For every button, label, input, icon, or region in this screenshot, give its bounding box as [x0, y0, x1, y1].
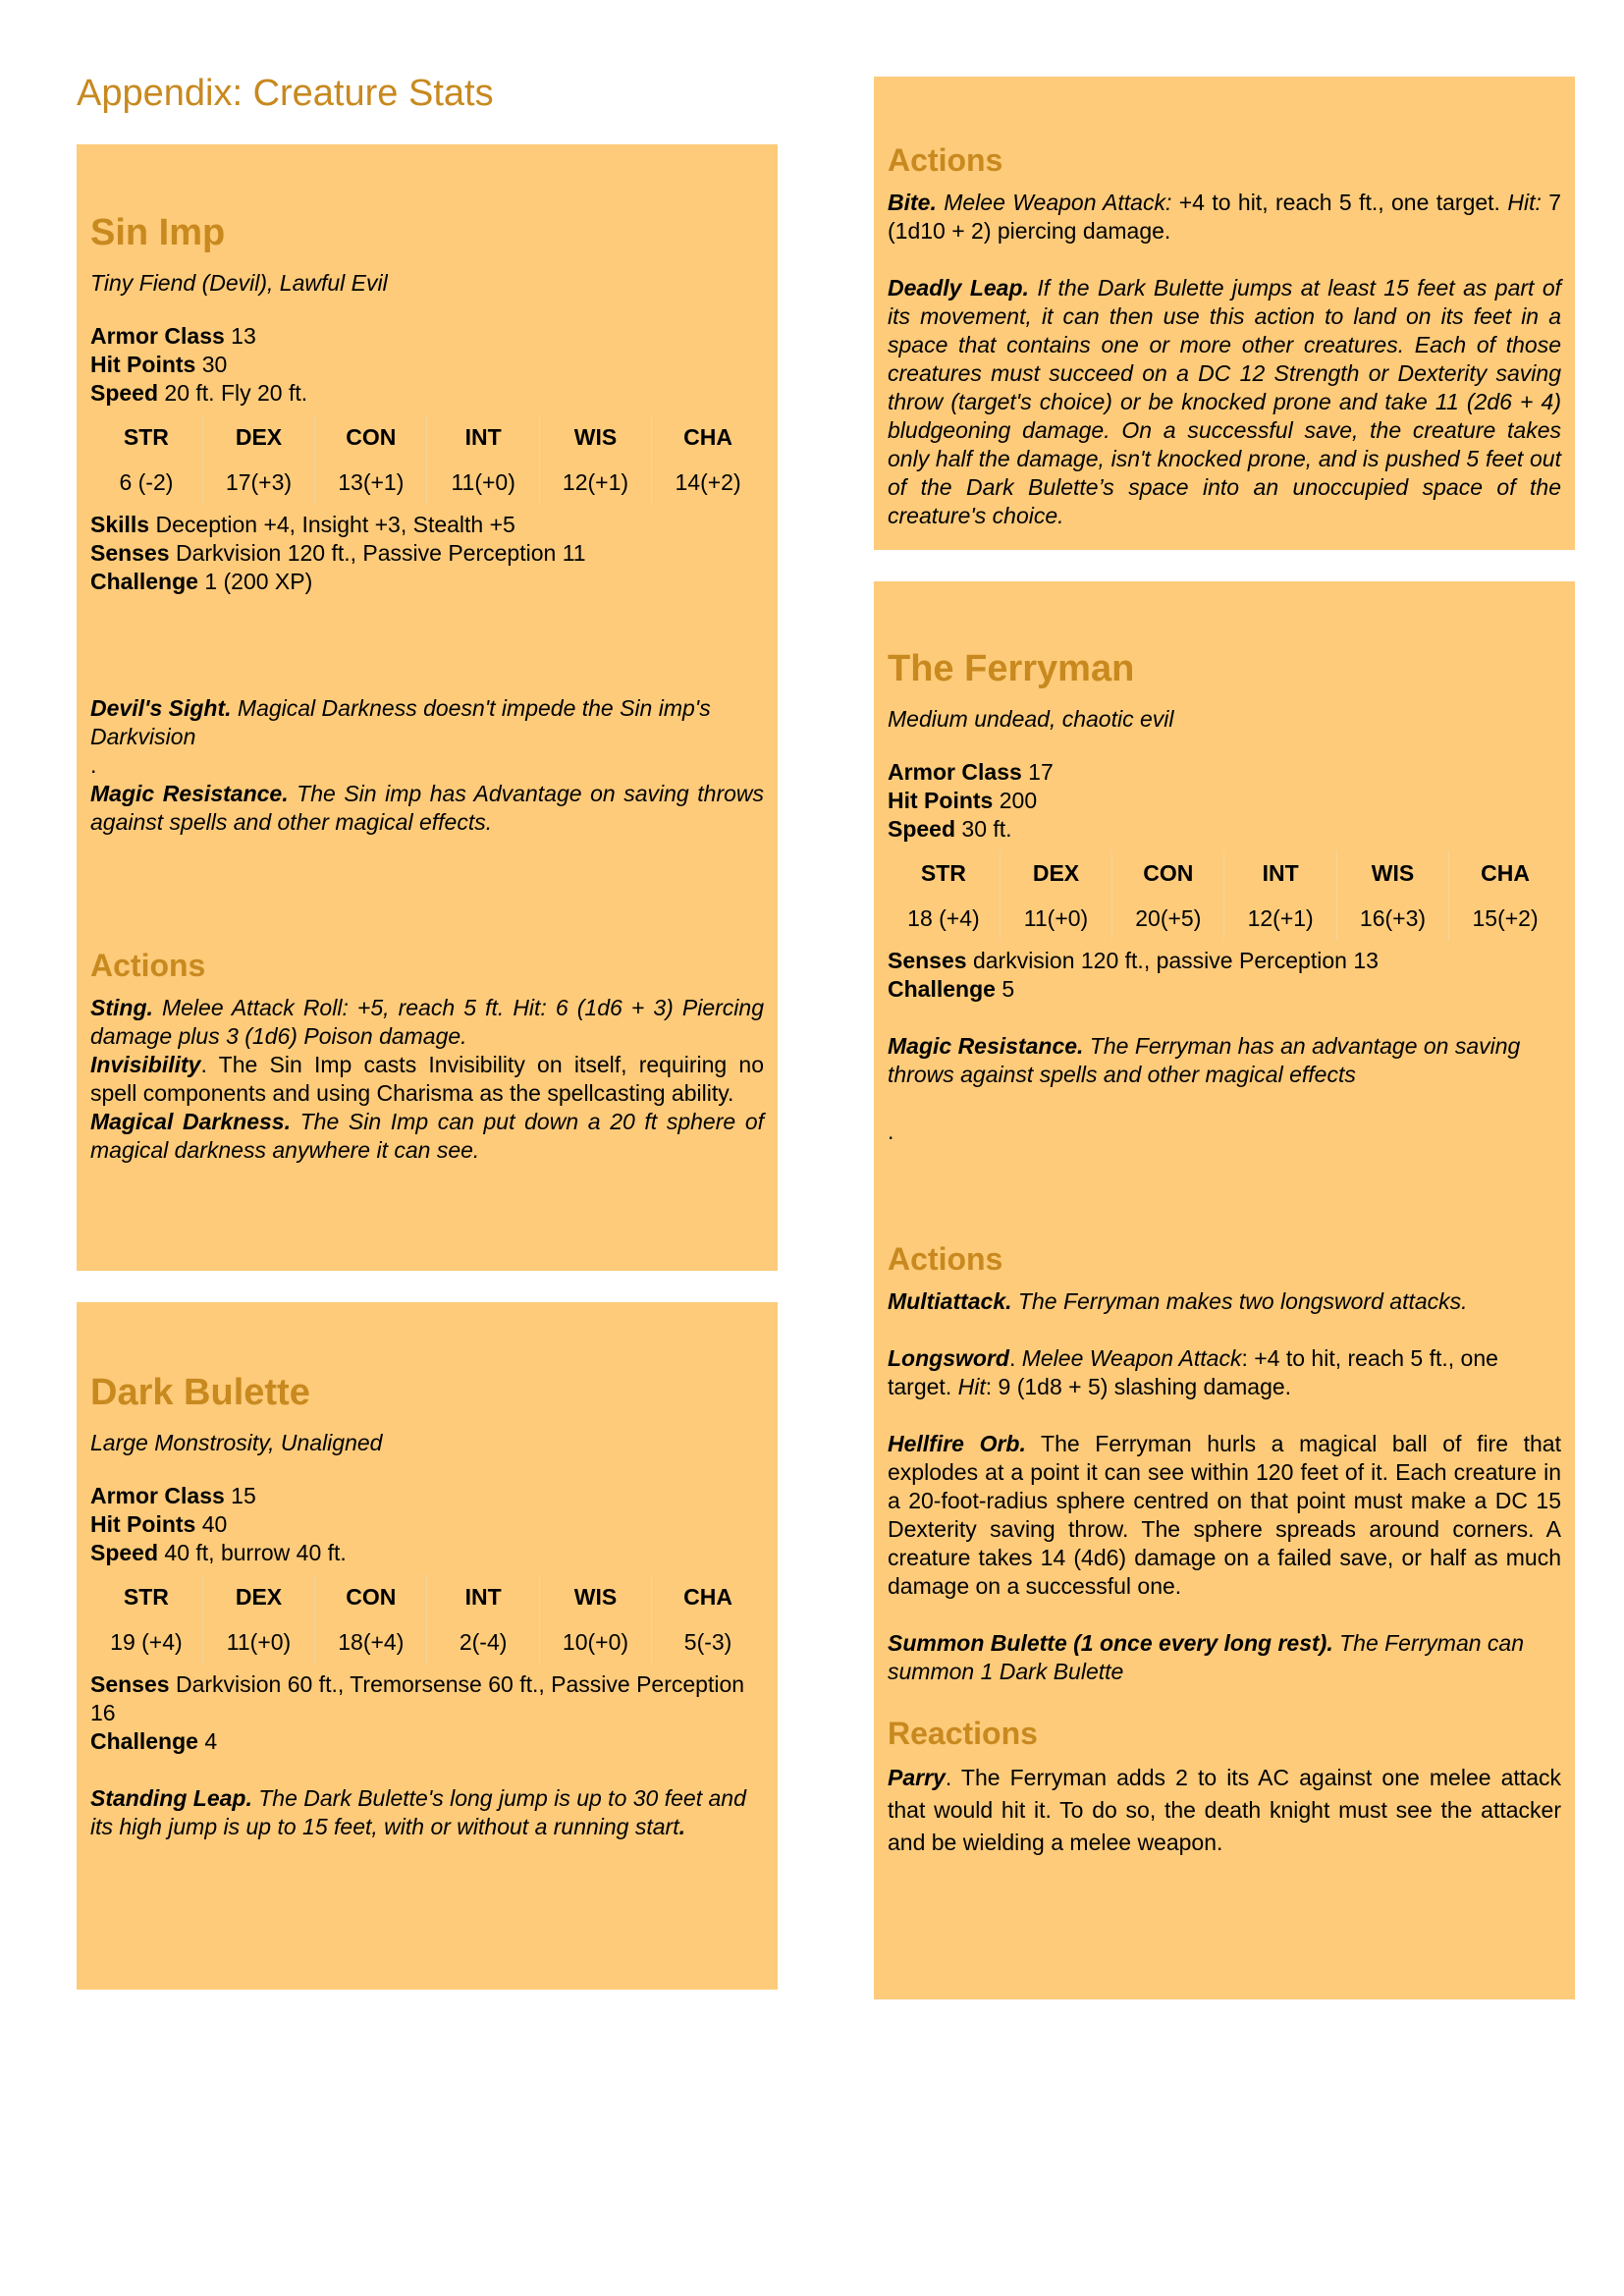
challenge-label: Challenge [888, 976, 996, 1002]
speed-value: 40 ft, burrow 40 ft. [164, 1540, 347, 1565]
action-text: Melee Attack Roll: +5, reach 5 ft. Hit: 6 (1d6 + 3) Piercing damage plus 3 (1d6) Poison damage. [90, 995, 764, 1049]
stat-header: STR [123, 1583, 169, 1610]
stat-value: 5(-3) [652, 1619, 764, 1665]
trait-text: The Sin imp has Advantage on saving throws against spells and other magical effects. [90, 781, 765, 835]
challenge-value: 5 [1001, 976, 1015, 1002]
speed-label: Speed [888, 816, 956, 842]
action-name: Summon Bulette (1 once every long rest). [888, 1630, 1333, 1656]
action-text: . The Sin Imp casts Invisibility on itself, requiring no spell components and using Charisma as the spellcasting ability. [90, 1052, 764, 1106]
stat-value: 13(+1) [315, 460, 427, 505]
action-name: Hellfire Orb. [888, 1431, 1026, 1456]
trait-magic-resistance [90, 780, 764, 837]
speed-label: Speed [90, 380, 159, 406]
ability-score-table [90, 414, 764, 505]
actions-heading: Actions [888, 1241, 1003, 1277]
trait-name: Standing Leap. [90, 1785, 252, 1811]
trait-standing-leap [90, 1784, 764, 1841]
skills-line [90, 511, 764, 539]
action-name: Sting. [90, 995, 153, 1020]
stat-header: INT [1224, 850, 1336, 896]
challenge-label: Challenge [90, 1728, 198, 1754]
creature-type: Tiny Fiend (Devil), Lawful Evil [90, 270, 388, 296]
challenge-label: Challenge [90, 569, 198, 594]
stat-header: CON [315, 414, 427, 460]
creature-name: Sin Imp [90, 212, 226, 253]
sin-imp-statblock [77, 144, 778, 1271]
hit-points-label: Hit Points [90, 1511, 196, 1537]
creature-type: Medium undead, chaotic evil [888, 706, 1174, 732]
attack-label: Melee Weapon Attack [1021, 1345, 1242, 1371]
trait-text: The Ferryman has an advantage on saving throws against spells and other magical effects [888, 1033, 1521, 1087]
stat-header: INT [427, 414, 539, 460]
hit-points-label: Hit Points [888, 788, 994, 813]
armor-class-label: Armor Class [90, 1483, 225, 1508]
stat-header: DEX [1000, 850, 1111, 896]
senses-value: Darkvision 60 ft., Tremorsense 60 ft., Passive Perception 16 [90, 1671, 745, 1725]
page-title: Appendix: Creature Stats [77, 73, 494, 114]
challenge-value: 1 (200 XP) [204, 569, 313, 594]
action-summon-bulette [888, 1629, 1561, 1686]
stat-value: 14(+2) [652, 460, 764, 505]
trait-name: Magic Resistance. [90, 781, 289, 806]
action-deadly-leap [888, 274, 1561, 530]
speed-value: 20 ft. Fly 20 ft. [164, 380, 308, 406]
armor-class-label: Armor Class [888, 759, 1022, 785]
stat-value: 19 (+4) [110, 1628, 183, 1655]
hit-points-line [90, 351, 764, 379]
stat-header: WIS [1336, 850, 1448, 896]
reactions-heading: Reactions [888, 1716, 1038, 1751]
attack-label: Melee Weapon Attack: [944, 190, 1172, 215]
trait-name: Devil's Sight. [90, 695, 232, 721]
dark-bulette-statblock [77, 1302, 778, 1990]
action-text: The Sin Imp can put down a 20 ft sphere of magical darkness anywhere it can see. [90, 1109, 764, 1163]
creature-name: Dark Bulette [90, 1372, 310, 1413]
hit-points-value: 200 [999, 788, 1038, 813]
senses-line [90, 1670, 764, 1727]
trait-after: . [90, 752, 97, 778]
action-text: The Ferryman makes two longsword attacks. [1017, 1288, 1468, 1314]
armor-class-line [90, 322, 764, 351]
stat-value: 6 (-2) [119, 468, 174, 495]
challenge-line [90, 568, 764, 596]
reaction-name: Parry [888, 1765, 946, 1790]
skills-value: Deception +4, Insight +3, Stealth +5 [155, 512, 515, 537]
stat-value: 11(+0) [202, 1619, 314, 1665]
stat-header: DEX [202, 1574, 314, 1619]
stat-value: 12(+1) [539, 460, 651, 505]
speed-line [90, 379, 764, 408]
trait-text: The Dark Bulette's long jump is up to 30 feet and its high jump is up to 15 feet, with or without a running start [90, 1785, 746, 1839]
ability-score-table [90, 1574, 764, 1665]
creature-type: Large Monstrosity, Unaligned [90, 1430, 383, 1455]
creature-name: The Ferryman [888, 648, 1135, 689]
stat-header: CHA [652, 414, 764, 460]
speed-line [888, 815, 1561, 844]
action-name: Deadly Leap. [888, 275, 1029, 301]
action-name: Longsword [888, 1345, 1009, 1371]
senses-line [888, 947, 1561, 975]
hit-points-value: 30 [201, 352, 228, 377]
trait-devils-sight [90, 694, 764, 751]
attack-text: : +4 to hit, reach 5 ft., one target. [888, 1345, 1498, 1399]
action-name: Magical Darkness. [90, 1109, 291, 1134]
stat-header: CON [1112, 850, 1224, 896]
stat-value: 10(+0) [539, 1619, 651, 1665]
action-longsword: Longsword. Melee Weapon Attack: +4 to hit, reach 5 ft., one target. Hit: 9 (1d8 + 5) slashing damage. [888, 1345, 1498, 1399]
stat-header: CON [315, 1574, 427, 1619]
stat-value: 15(+2) [1449, 896, 1561, 941]
challenge-line [888, 975, 1561, 1004]
stat-value: 18(+4) [315, 1619, 427, 1665]
attack-text: +4 to hit, reach 5 ft., one target. [1178, 190, 1500, 215]
stat-header: INT [427, 1574, 539, 1619]
stat-header: WIS [539, 1574, 651, 1619]
stat-value: 20(+5) [1112, 896, 1224, 941]
stat-value: 12(+1) [1224, 896, 1336, 941]
armor-class-value: 17 [1028, 759, 1054, 785]
action-invisibility [90, 1051, 764, 1108]
action-magical-darkness [90, 1108, 764, 1165]
reaction-parry [888, 1762, 1561, 1859]
stat-header: DEX [202, 414, 314, 460]
hit-label: Hit: [1507, 190, 1542, 215]
action-text: The Ferryman hurls a magical ball of fire that explodes at a point it can see within 120 feet of it. Each creature in a 20-foot-radius sphere centred on that point must make a DC 15 Dexterity saving throw. The sphere spreads around corners. A creature takes 14 (4d6) damage on a failed save, or half as much damage on a successful one. [888, 1431, 1561, 1599]
stat-value: 11(+0) [427, 460, 539, 505]
action-name: Bite. [888, 190, 937, 215]
ability-score-table [888, 850, 1561, 941]
trait-magic-resistance [888, 1032, 1561, 1089]
speed-value: 30 ft. [961, 816, 1012, 842]
stat-value: 17(+3) [202, 460, 314, 505]
actions-heading: Actions [90, 948, 206, 983]
challenge-line [90, 1727, 764, 1756]
hit-points-label: Hit Points [90, 352, 196, 377]
skills-label: Skills [90, 512, 150, 537]
hit-text: 7 (1d10 + 2) piercing damage. [888, 190, 1562, 244]
stat-header: CHA [652, 1574, 764, 1619]
action-multiattack [888, 1287, 1561, 1316]
senses-label: Senses [90, 1671, 170, 1697]
senses-value: Darkvision 120 ft., Passive Perception 11 [175, 540, 586, 566]
ferryman-statblock [874, 581, 1575, 1999]
action-hellfire-orb [888, 1430, 1561, 1601]
trait-name: Magic Resistance. [888, 1033, 1084, 1059]
trait-after: . [888, 1119, 894, 1144]
hit-text: : 9 (1d8 + 5) slashing damage. [985, 1374, 1292, 1399]
senses-line [90, 539, 764, 568]
stat-header: WIS [539, 414, 651, 460]
action-bite [888, 189, 1561, 246]
trait-text: Magical Darkness doesn't impede the Sin imp's Darkvision [90, 695, 711, 749]
stat-value: 18 (+4) [907, 904, 980, 931]
dark-bulette-actions-block [874, 77, 1575, 550]
trait-after: . [678, 1814, 685, 1839]
senses-value: darkvision 120 ft., passive Perception 13 [972, 948, 1379, 973]
hit-points-line [90, 1510, 764, 1539]
actions-heading: Actions [888, 142, 1003, 178]
armor-class-line [90, 1482, 764, 1510]
senses-label: Senses [90, 540, 170, 566]
action-name: Invisibility [90, 1052, 201, 1077]
armor-class-line [888, 758, 1561, 787]
hit-points-value: 40 [201, 1511, 228, 1537]
action-name: Multiattack. [888, 1288, 1012, 1314]
hit-points-line [888, 787, 1561, 815]
reaction-text: . The Ferryman adds 2 to its AC against one melee attack that would hit it. To do so, the death knight must see the attacker and be wielding a melee weapon. [888, 1765, 1561, 1855]
action-sting [90, 994, 764, 1051]
hit-label: Hit [957, 1374, 986, 1399]
stat-header: STR [920, 859, 966, 886]
stat-header: CHA [1449, 850, 1561, 896]
stat-value: 16(+3) [1336, 896, 1448, 941]
armor-class-value: 15 [231, 1483, 256, 1508]
action-text: If the Dark Bulette jumps at least 15 feet as part of its movement, it can then use this action to land on its feet in a space that contains one or more other creatures. Each of those creatures must succeed on a DC 12 Strength or Dexterity saving throw (target's choice) or be knocked prone and take 11 (2d6 + 4) bludgeoning damage. On a successful save, the creature takes only half the damage, isn't knocked prone, and is pushed 5 feet out of the Dark Bulette’s space into an unoccupied space of the creature's choice. [888, 275, 1562, 528]
speed-label: Speed [90, 1540, 159, 1565]
action-text: The Ferryman can summon 1 Dark Bulette [888, 1630, 1525, 1684]
senses-label: Senses [888, 948, 967, 973]
armor-class-value: 13 [231, 323, 256, 349]
speed-line [90, 1539, 764, 1567]
stat-header: STR [123, 423, 169, 450]
challenge-value: 4 [204, 1728, 218, 1754]
armor-class-label: Armor Class [90, 323, 225, 349]
stat-value: 2(-4) [427, 1619, 539, 1665]
stat-value: 11(+0) [1000, 896, 1111, 941]
